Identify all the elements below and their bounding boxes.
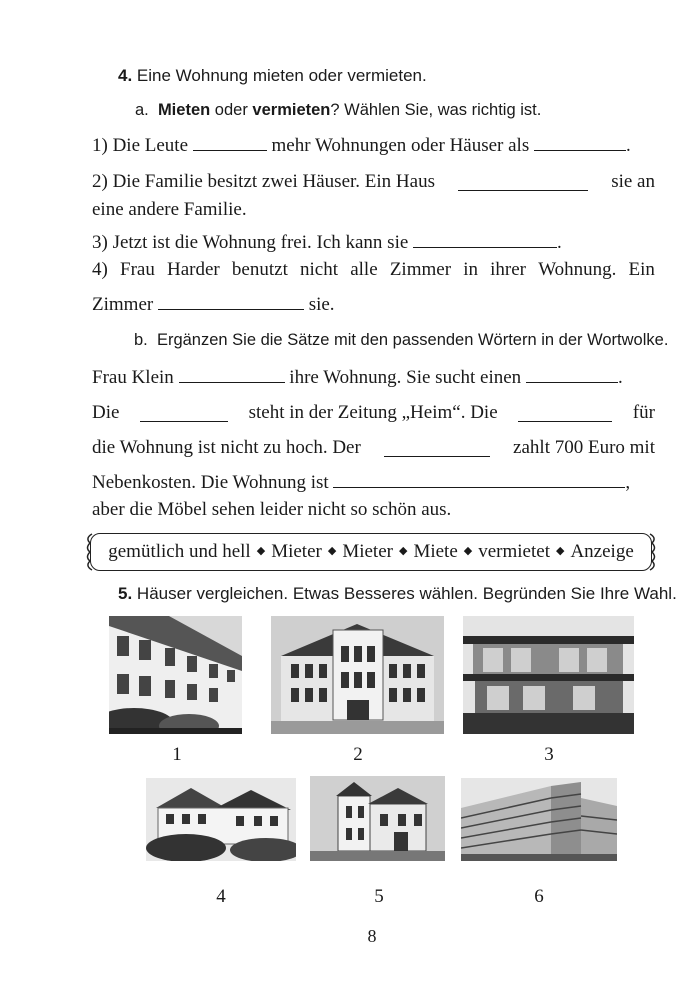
blank-b1a[interactable] xyxy=(179,367,285,383)
photo-label-5: 5 xyxy=(374,886,384,907)
b4-end: , xyxy=(625,472,631,493)
blank-b2a[interactable] xyxy=(140,406,228,422)
s4-word: 4) xyxy=(92,259,108,280)
s4-word: Ein xyxy=(628,259,655,280)
s4-word: Frau xyxy=(120,259,155,280)
part-a-rest: ? Wählen Sie, was richtig ist. xyxy=(330,101,542,119)
s4-word: Harder xyxy=(167,259,220,280)
s4-word: in xyxy=(463,259,478,280)
cloud-word: vermietet xyxy=(478,541,550,562)
cloud-separator: ◆ xyxy=(463,544,473,557)
b1-text-b: ihre Wohnung. Sie sucht einen xyxy=(289,367,522,388)
s2-text-c: eine andere Familie. xyxy=(92,199,247,220)
cloud-separator: ◆ xyxy=(398,544,408,557)
house-photo-1 xyxy=(109,616,242,734)
s2-text-b: sie an xyxy=(611,171,655,192)
s2-text-a: 2) Die Familie besitzt zwei Häuser. Ein Haus xyxy=(92,171,435,192)
b1-text-a: Frau Klein xyxy=(92,367,174,388)
b-sentence-4 xyxy=(92,472,630,494)
b4-text-a: Nebenkosten. Die Wohnung ist xyxy=(92,472,329,493)
b-sentence-3 xyxy=(92,437,655,459)
blank-b1b[interactable] xyxy=(526,367,618,383)
b3-text-b: zahlt 700 Euro mit xyxy=(513,437,655,458)
cloud-separator: ◆ xyxy=(256,544,266,557)
b2-text-c: für xyxy=(632,402,655,423)
word-mieten: Mieten xyxy=(157,101,211,119)
b3-text-a: die Wohnung ist nicht zu hoch. Der xyxy=(92,437,361,458)
cloud-word: gemütlich und hell xyxy=(108,541,251,562)
house-photo-6 xyxy=(461,778,617,861)
sentence-2 xyxy=(92,171,655,193)
house-photo-2 xyxy=(271,616,444,734)
b2-text-a: Die xyxy=(92,402,120,423)
house-photo-3 xyxy=(463,616,634,734)
task4-number: 4. xyxy=(118,66,133,85)
s4-word: alle xyxy=(350,259,378,280)
task5-title: Häuser vergleichen. Etwas Besseres wählen. Begründen Sie Ihre Wahl. xyxy=(136,584,677,603)
word-oder: oder xyxy=(214,101,248,119)
s1-text-a: 1) Die Leute xyxy=(92,135,189,156)
word-vermieten: vermieten xyxy=(252,101,331,119)
cloud-separator: ◆ xyxy=(327,544,337,557)
task4-heading xyxy=(118,66,427,86)
part-b-letter: b. xyxy=(134,331,148,349)
blank-3[interactable] xyxy=(413,232,557,248)
photo-label-3: 3 xyxy=(544,744,554,765)
house-photo-4 xyxy=(146,778,296,861)
s3-text-a: 3) Jetzt ist die Wohnung frei. Ich kann sie xyxy=(92,232,409,253)
s4-word: benutzt xyxy=(231,259,288,280)
blank-b3[interactable] xyxy=(384,441,490,457)
task4-title: Eine Wohnung mieten oder vermieten. xyxy=(136,66,427,85)
task5-number: 5. xyxy=(118,584,133,603)
blank-4[interactable] xyxy=(158,294,304,310)
blank-1a[interactable] xyxy=(193,135,267,151)
part-a-instruction xyxy=(135,101,541,120)
b2-text-b: steht in der Zeitung „Heim“. Die xyxy=(248,402,498,423)
blank-b4[interactable] xyxy=(333,472,625,488)
sentence-4-cont xyxy=(92,294,335,316)
task5-heading xyxy=(118,584,677,604)
b-sentence-2 xyxy=(92,402,655,424)
s4-word: nicht xyxy=(300,259,339,280)
house-photo-5 xyxy=(310,776,445,861)
s4-end: sie. xyxy=(308,294,335,315)
blank-2[interactable] xyxy=(458,175,588,191)
s3-end: . xyxy=(557,232,562,253)
blank-1b[interactable] xyxy=(534,135,626,151)
b1-end: . xyxy=(617,367,623,388)
s4-word: Wohnung. xyxy=(538,259,617,280)
s4-word: ihrer xyxy=(490,259,527,280)
part-a-letter: a. xyxy=(135,101,149,119)
cloud-word: Mieter xyxy=(342,541,393,562)
s4-word: Zimmer xyxy=(389,259,452,280)
photo-label-1: 1 xyxy=(172,744,182,765)
b-sentence-1 xyxy=(92,367,623,389)
s1-end: . xyxy=(625,135,631,156)
part-b-text: Ergänzen Sie die Sätze mit den passenden Wörtern in der Wortwolke. xyxy=(156,331,669,349)
s4-text-b: Zimmer xyxy=(92,294,154,315)
photo-label-2: 2 xyxy=(353,744,363,765)
cloud-word: Anzeige xyxy=(570,541,634,562)
page-number: 8 xyxy=(367,926,377,946)
b5-text: aber die Möbel sehen leider nicht so schön aus. xyxy=(92,499,452,520)
blank-b2b[interactable] xyxy=(518,406,612,422)
word-cloud xyxy=(90,533,652,571)
cloud-word: Mieter xyxy=(271,541,322,562)
photo-label-6: 6 xyxy=(534,886,544,907)
photo-label-4: 4 xyxy=(216,886,226,907)
part-b-instruction xyxy=(134,331,668,350)
cloud-word: Miete xyxy=(413,541,458,562)
sentence-1 xyxy=(92,135,631,157)
sentence-3 xyxy=(92,232,562,254)
cloud-separator: ◆ xyxy=(555,544,565,557)
s1-text-b: mehr Wohnungen oder Häuser als xyxy=(271,135,530,156)
sentence-4-line xyxy=(92,259,655,281)
